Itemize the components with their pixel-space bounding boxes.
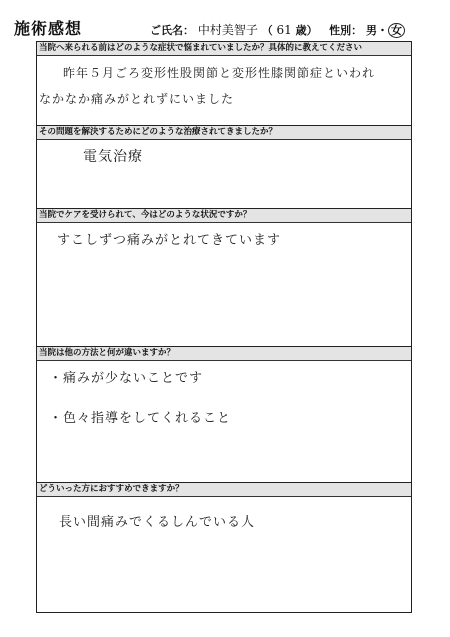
answer-line: 長い間痛みでくるしんでいる人 <box>59 515 256 530</box>
gender-label: 性別： <box>329 24 363 37</box>
answer-line: 昨年５月ごろ変形性股関節と変形性膝関節症といわれ <box>63 66 376 80</box>
answer-line: 電気治療 <box>83 149 143 165</box>
section-difference <box>37 346 411 483</box>
question-treatment: その問題を解決するためにどのような治療されてきましたか？ <box>37 126 411 140</box>
page-title: 施術感想 <box>14 19 83 38</box>
survey-form <box>36 41 412 613</box>
question-symptoms: 当院へ来られる前はどのような症状で悩まれていましたか？具体的に教えてください <box>37 42 411 56</box>
answer-line: ・色々指導をしてくれること <box>49 411 232 426</box>
name-label: ご氏名： <box>150 24 194 37</box>
age-open: （ <box>261 24 273 37</box>
section-treatment <box>37 125 411 209</box>
question-current-status: 当院でケアを受けられて、今はどのような状況ですか？ <box>37 209 411 223</box>
question-recommend: どういった方におすすめできますか？ <box>37 483 411 497</box>
answer-line: ・痛みが少ないことです <box>49 371 204 386</box>
age-value: 61 <box>276 23 292 37</box>
gender-female-circled: 女 <box>388 23 405 38</box>
section-recommend <box>37 482 411 615</box>
name-value: 中村美智子 <box>197 23 258 37</box>
patient-info <box>150 21 405 38</box>
answer-line: すこしずつ痛みがとれてきています <box>57 233 282 248</box>
section-symptoms <box>37 42 411 125</box>
section-current-status <box>37 208 411 347</box>
gender-male: 男 <box>366 24 378 37</box>
age-close: 歳） <box>295 24 318 37</box>
answer-line: なかなか痛みがとれずにいました <box>39 92 235 106</box>
gender-sep: ・ <box>377 24 389 37</box>
question-difference: 当院は他の方法と何が違いますか？ <box>37 347 411 361</box>
